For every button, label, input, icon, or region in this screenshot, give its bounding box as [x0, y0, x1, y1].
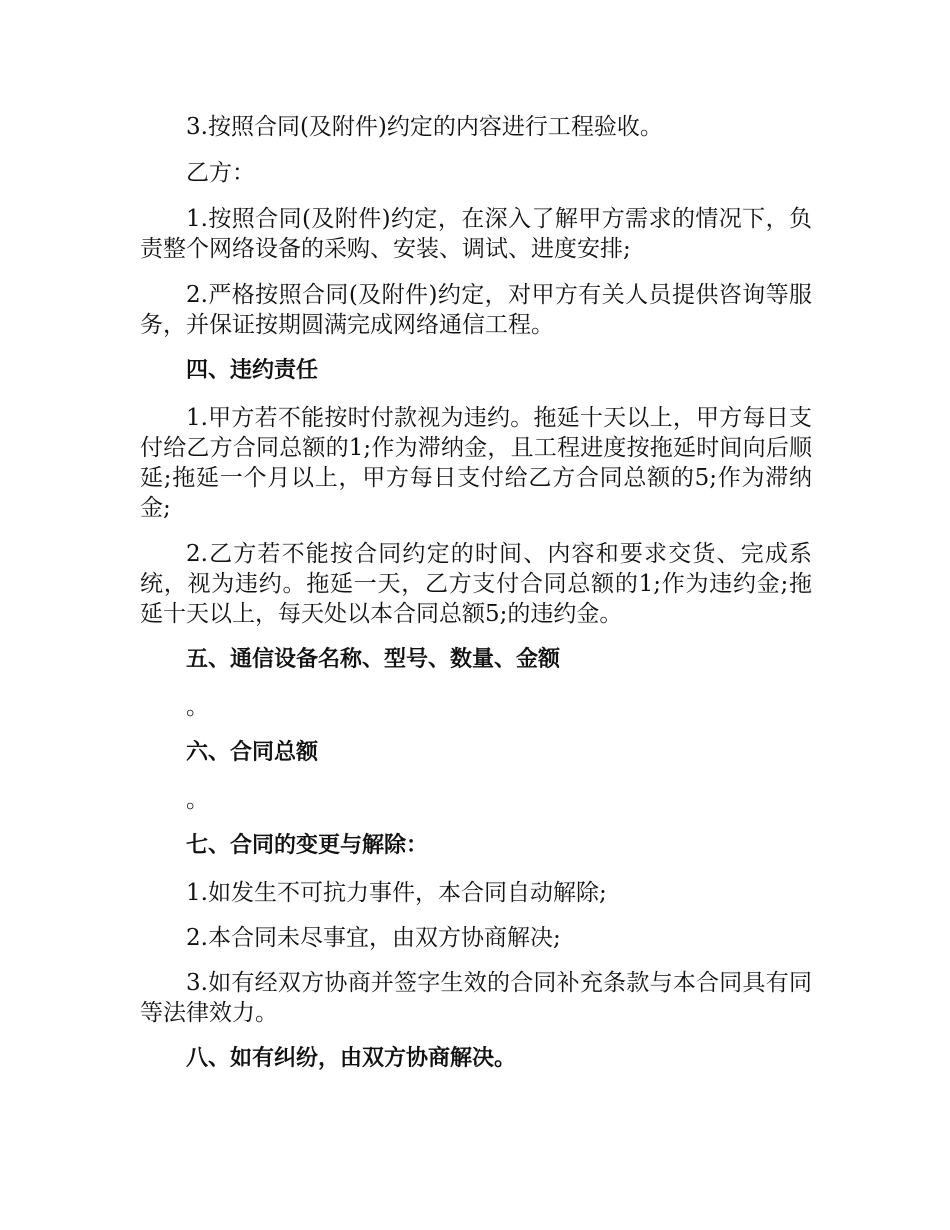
- change-clause-1: 1.如发生不可抗力事件，本合同自动解除;: [186, 880, 607, 906]
- change-clause-3: 3.如有经双方协商并签字生效的合同补充条款与本合同具有同等法律效力。: [140, 970, 812, 1026]
- section-heading-equipment: 五、通信设备名称、型号、数量、金额: [186, 647, 561, 672]
- party-b-label: 乙方：: [186, 160, 255, 186]
- equipment-blank: 。: [186, 694, 209, 720]
- breach-clause-1: 1.甲方若不能按时付款视为违约。拖延十天以上，甲方每日支付给乙方合同总额的1;作为滞纳金，且工程进度按拖延时间向后顺延;拖延一个月以上，甲方每日支付给乙方合同总额的5;作为滞纳金;: [140, 405, 812, 521]
- party-b-duty-1: 1.按照合同(及附件)约定，在深入了解甲方需求的情况下，负责整个网络设备的采购、安装、调试、进度安排;: [140, 206, 812, 262]
- section-heading-change: 七、合同的变更与解除：: [186, 833, 429, 858]
- party-b-duty-2: 2.严格按照合同(及附件)约定，对甲方有关人员提供咨询等服务，并保证按期圆满完成网络通信工程。: [140, 282, 812, 338]
- section-heading-dispute: 八、如有纠纷，由双方协商解决。: [186, 1046, 517, 1071]
- total-blank: 。: [186, 787, 209, 813]
- section-heading-breach: 四、违约责任: [186, 358, 319, 383]
- clause-acceptance: 3.按照合同(及附件)约定的内容进行工程验收。: [186, 114, 663, 140]
- change-clause-2: 2.本合同未尽事宜，由双方协商解决;: [186, 925, 561, 951]
- breach-clause-2: 2.乙方若不能按合同约定的时间、内容和要求交货、完成系统，视为违约。拖延一天，乙方支付合同总额的1;作为违约金;拖延十天以上，每天处以本合同总额5;的违约金。: [140, 541, 812, 627]
- section-heading-total: 六、合同总额: [186, 740, 319, 765]
- contract-text: [140, 112, 812, 1091]
